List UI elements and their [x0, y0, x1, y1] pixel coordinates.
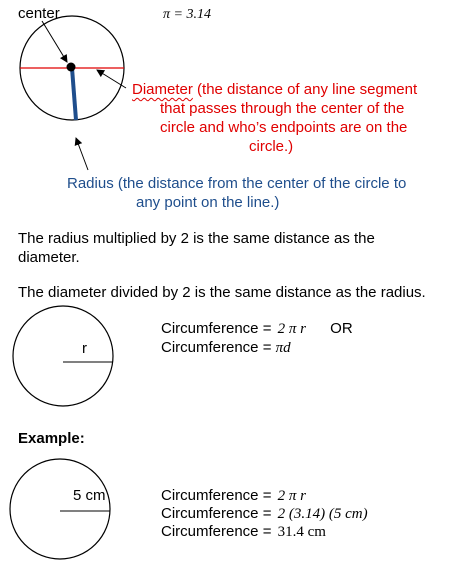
- formula-line2: [161, 339, 291, 357]
- center-arrow: [42, 21, 67, 62]
- diameter-note: [132, 81, 417, 99]
- pi-value: π = 3.14: [163, 7, 211, 22]
- example-line2: [161, 505, 368, 523]
- formula-line1: [161, 320, 353, 338]
- formula-or: OR: [330, 320, 353, 337]
- diameter-note-line2: that passes through the center of the: [160, 100, 405, 117]
- diameter-note-line1: (the distance of any line segment: [197, 81, 418, 98]
- diameter-word: Diameter: [132, 81, 193, 98]
- example-line1: [161, 487, 306, 505]
- formula-line2-text: Circumference =: [161, 339, 276, 356]
- formula-line1-text: Circumference =: [161, 320, 276, 337]
- diameter-note-line4: circle.): [249, 138, 294, 155]
- example-line3: [161, 523, 326, 541]
- example-circle: [10, 459, 110, 559]
- radius-arrow: [76, 138, 88, 170]
- formula-line1-math: 2 π r: [277, 321, 306, 337]
- example-line3-text: Circumference =: [161, 523, 276, 540]
- center-dot: [67, 63, 76, 72]
- statement-diameter: The diameter divided by 2 is the same distance as the radius.: [18, 284, 426, 301]
- radius-line: [72, 68, 76, 120]
- example-heading: Example:: [18, 430, 85, 447]
- formula-circle-label: r: [82, 340, 87, 357]
- example-circle-label: 5 cm: [73, 487, 106, 504]
- statement-radius-line1: The radius multiplied by 2 is the same distance as the: [18, 230, 375, 247]
- statement-radius-line2: diameter.: [18, 249, 80, 266]
- radius-note-line2: any point on the line.): [136, 194, 280, 211]
- formula-line2-math: πd: [275, 340, 291, 356]
- example-line1-text: Circumference =: [161, 487, 276, 504]
- example-line1-math: 2 π r: [277, 488, 306, 504]
- formula-circle: [13, 306, 113, 406]
- diameter-note-line3: circle and who’s endpoints are on the: [160, 119, 408, 136]
- example-line2-text: Circumference =: [161, 505, 276, 522]
- radius-note-line1: Radius (the distance from the center of the circle to: [67, 175, 407, 192]
- diameter-arrow: [97, 70, 126, 88]
- example-line3-math: 31.4 cm: [277, 524, 326, 540]
- example-line2-math: 2 (3.14) (5 cm): [277, 506, 368, 522]
- center-label: center: [18, 5, 60, 22]
